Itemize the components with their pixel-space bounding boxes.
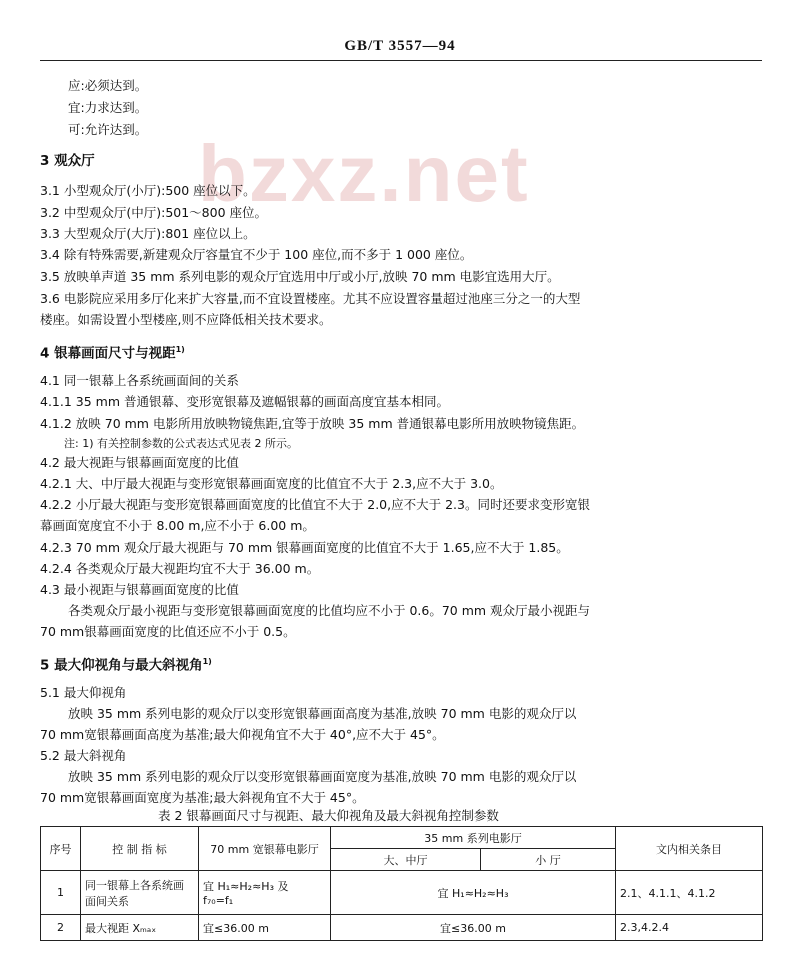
text-line: 4.2.4 各类观众厅最大视距均宜不大于 36.00 m。 bbox=[40, 561, 320, 576]
text-line: 70 mm宽银幕画面高度为基准;最大仰视角宜不大于 40°,应不大于 45°。 bbox=[40, 727, 445, 742]
text-line: 各类观众厅最小视距与变形宽银幕画面宽度的比值均应不小于 0.6。70 mm 观众厅最小视距与 bbox=[68, 603, 591, 618]
text-line: 4.2.2 小厅最大视距与变形宽银幕画面宽度的比值宜不大于 2.0,应不大于 2.3。同时还要求变形宽银 bbox=[40, 497, 590, 512]
text-line: 应:必须达到。 bbox=[68, 78, 148, 93]
text-line: 3.4 除有特殊需要,新建观众厅容量宜不少于 100 座位,而不多于 1 000 座位。 bbox=[40, 247, 473, 262]
text-line: 3.5 放映单声道 35 mm 系列电影的观众厅宜选用中厅或小厅,放映 70 mm 电影宜选用大厅。 bbox=[40, 269, 560, 284]
text-line: 5 最大仰视角与最大斜视角$^{1)}$ bbox=[40, 657, 212, 674]
text-line: 可:允许达到。 bbox=[68, 122, 148, 137]
th-35mm: 35 mm 系列电影厅 bbox=[331, 827, 616, 849]
footnote-mark: 1) bbox=[202, 657, 212, 666]
th-70mm: 70 mm 宽银幕电影厅 bbox=[199, 827, 331, 871]
cell-no: 1 bbox=[41, 871, 81, 915]
cell-ref: 2.3,4.2.4 bbox=[616, 915, 763, 941]
table-row bbox=[41, 871, 763, 915]
text-line: 放映 35 mm 系列电影的观众厅以变形宽银幕画面高度为基准,放映 70 mm 电影的观众厅以 bbox=[68, 706, 577, 721]
text-line: 表 2 银幕画面尺寸与视距、最大仰视角及最大斜视角控制参数 bbox=[158, 808, 499, 823]
text-line: 4 银幕画面尺寸与视距$^{1)}$ bbox=[40, 345, 185, 362]
text-line: 4.3 最小视距与银幕画面宽度的比值 bbox=[40, 582, 239, 597]
th-item: 控 制 指 标 bbox=[81, 827, 199, 871]
header-rule bbox=[40, 60, 762, 61]
text-line: 5.2 最大斜视角 bbox=[40, 748, 127, 763]
cell-no: 2 bbox=[41, 915, 81, 941]
text-line: 3.6 电影院应采用多厅化来扩大容量,而不宜设置楼座。尤其不应设置容量超过池座三分之一的大型 bbox=[40, 291, 581, 306]
text-line: 3.3 大型观众厅(大厅):801 座位以上。 bbox=[40, 226, 256, 241]
text-line: 4.1 同一银幕上各系统画面间的关系 bbox=[40, 373, 239, 388]
cell-35: 宜≤36.00 m bbox=[331, 915, 616, 941]
text-line: 70 mm银幕画面宽度的比值还应不小于 0.5。 bbox=[40, 624, 296, 639]
text-line: 幕画面宽度宜不小于 8.00 m,应不小于 6.00 m。 bbox=[40, 518, 315, 533]
text-line: 4.2.3 70 mm 观众厅最大视距与 70 mm 银幕画面宽度的比值宜不大于 1.65,应不大于 1.85。 bbox=[40, 540, 569, 555]
text-line: 宜:力求达到。 bbox=[68, 100, 148, 115]
text-line: 4.1.1 35 mm 普通银幕、变形宽银幕及遮幅银幕的画面高度宜基本相同。 bbox=[40, 394, 449, 409]
text-line: 注: 1) 有关控制参数的公式表达式见表 2 所示。 bbox=[64, 437, 298, 450]
cell-70-line2: f₇₀=f₁ bbox=[203, 894, 234, 907]
cell-70 bbox=[199, 871, 331, 915]
cell-70-line1: 宜 H₁≈H₂≈H₃ 及 bbox=[203, 880, 289, 893]
page-header: GB/T 3557—94 bbox=[344, 38, 456, 54]
text-line: 楼座。如需设置小型楼座,则不应降低相关技术要求。 bbox=[40, 312, 332, 327]
th-ref: 文内相关条目 bbox=[616, 827, 763, 871]
text-line: 4.1.2 放映 70 mm 电影所用放映物镜焦距,宜等于放映 35 mm 普通银幕电影所用放映物镜焦距。 bbox=[40, 416, 585, 431]
text-line: 5.1 最大仰视角 bbox=[40, 685, 127, 700]
text-line: 70 mm宽银幕画面宽度为基准;最大斜视角宜不大于 45°。 bbox=[40, 790, 365, 805]
cell-35: 宜 H₁≈H₂≈H₃ bbox=[331, 871, 616, 915]
th-big: 大、中厅 bbox=[331, 849, 481, 871]
text-line: 3 观众厅 bbox=[40, 153, 95, 169]
table-2 bbox=[40, 826, 763, 941]
text-line: 4.2.1 大、中厅最大视距与变形宽银幕画面宽度的比值宜不大于 2.3,应不大于 3.0。 bbox=[40, 476, 503, 491]
table-row bbox=[41, 915, 763, 941]
text-line: 放映 35 mm 系列电影的观众厅以变形宽银幕画面宽度为基准,放映 70 mm 电影的观众厅以 bbox=[68, 769, 577, 784]
cell-ref: 2.1、4.1.1、4.1.2 bbox=[616, 871, 763, 915]
cell-70: 宜≤36.00 m bbox=[199, 915, 331, 941]
text-line: 3.1 小型观众厅(小厅):500 座位以下。 bbox=[40, 183, 256, 198]
cell-item: 同一银幕上各系统画面间关系 bbox=[81, 871, 199, 915]
footnote-mark: 1) bbox=[175, 345, 185, 354]
watermark: bzxz.net bbox=[198, 129, 530, 218]
th-small: 小 厅 bbox=[481, 849, 616, 871]
text-line: 3.2 中型观众厅(中厅):501～800 座位。 bbox=[40, 205, 268, 220]
th-no: 序号 bbox=[41, 827, 81, 871]
text-line: 4.2 最大视距与银幕画面宽度的比值 bbox=[40, 455, 239, 470]
cell-item: 最大视距 Xₘₐₓ bbox=[81, 915, 199, 941]
